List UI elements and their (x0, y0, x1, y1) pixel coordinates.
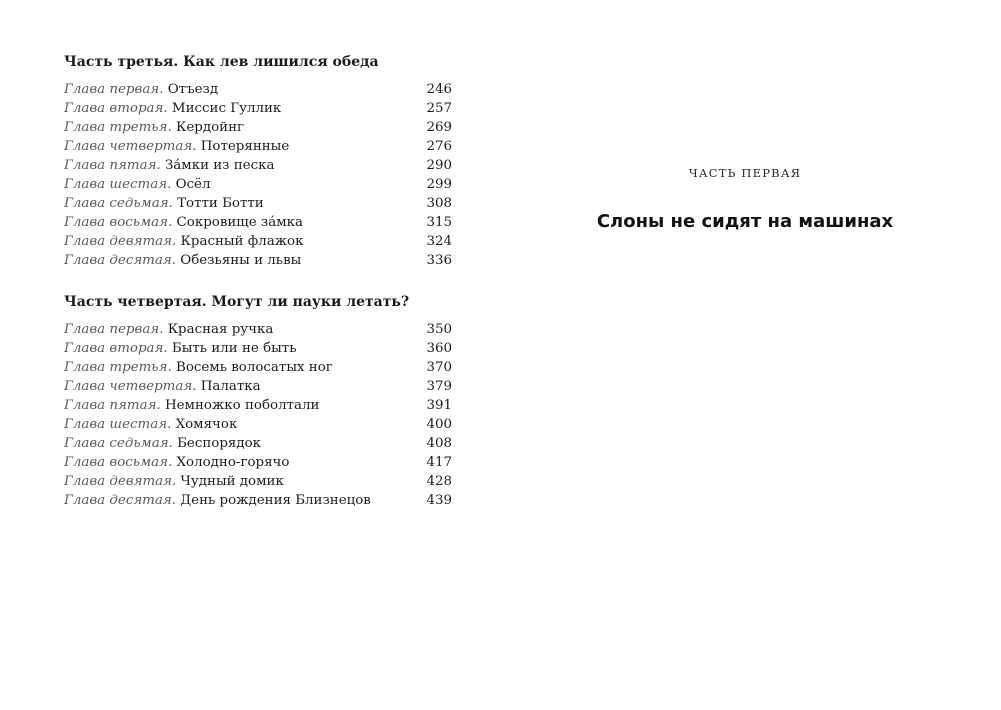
chapter-title: Сокровище за́мка (172, 215, 303, 230)
toc-row (64, 99, 452, 118)
chapter-title: Кердойнг (171, 120, 245, 135)
chapter-label: Глава седьмая. (64, 196, 173, 211)
chapter-page-number: 439 (426, 493, 452, 508)
toc-row (64, 213, 452, 232)
chapter-page-number: 257 (426, 101, 452, 116)
toc-row (64, 453, 452, 472)
chapter-label: Глава девятая. (64, 474, 177, 489)
section-spacer (64, 278, 452, 292)
chapter-label: Глава первая. (64, 322, 164, 337)
toc-row (64, 251, 452, 270)
chapter-title: Обезьяны и львы (176, 253, 302, 268)
chapter-title: Осёл (171, 177, 211, 192)
toc-row (64, 472, 452, 491)
toc-row (64, 194, 452, 213)
toc-row (64, 358, 452, 377)
part-four-heading: Часть четвертая. Могут ли пауки летать? (64, 294, 410, 310)
chapter-title: Хомячок (171, 417, 238, 432)
chapter-page-number: 276 (426, 139, 452, 154)
part-three-heading: Часть третья. Как лев лишился обеда (64, 54, 379, 70)
chapter-page-number: 290 (426, 158, 452, 173)
chapter-page-number: 400 (426, 417, 452, 432)
chapter-page-number: 428 (426, 474, 452, 489)
part-four-chapter-list (64, 320, 452, 510)
chapter-label: Глава восьмая. (64, 215, 173, 230)
chapter-page-number: 324 (426, 234, 452, 249)
part-label: ЧАСТЬ ПЕРВАЯ (688, 166, 802, 180)
chapter-label: Глава восьмая. (64, 455, 173, 470)
chapter-title: Красная ручка (163, 322, 274, 337)
chapter-page-number: 417 (426, 455, 452, 470)
toc-row (64, 415, 452, 434)
chapter-label: Глава пятая. (64, 158, 161, 173)
chapter-page-number: 315 (426, 215, 452, 230)
chapter-page-number: 269 (426, 120, 452, 135)
chapter-label: Глава третья. (64, 360, 172, 375)
toc-row (64, 137, 452, 156)
toc-row (64, 377, 452, 396)
chapter-title: Красный флажок (176, 234, 304, 249)
chapter-title: Палатка (196, 379, 261, 394)
chapter-label: Глава первая. (64, 82, 164, 97)
chapter-label: Глава вторая. (64, 341, 168, 356)
chapter-title: Потерянные (196, 139, 290, 154)
chapter-title: За́мки из песка (160, 158, 275, 173)
toc-row (64, 118, 452, 137)
toc-row (64, 434, 452, 453)
chapter-title: Немножко поболтали (160, 398, 320, 413)
part-title-page (520, 160, 970, 234)
chapter-title: Быть или не быть (167, 341, 297, 356)
toc-row (64, 232, 452, 251)
chapter-page-number: 308 (426, 196, 452, 211)
chapter-title: Миссис Гуллик (167, 101, 282, 116)
chapter-page-number: 408 (426, 436, 452, 451)
chapter-label: Глава вторая. (64, 101, 168, 116)
toc-row (64, 491, 452, 510)
chapter-label: Глава шестая. (64, 177, 172, 192)
chapter-title: Восемь волосатых ног (171, 360, 333, 375)
chapter-page-number: 336 (426, 253, 452, 268)
chapter-title: Холодно-горячо (172, 455, 290, 470)
chapter-label: Глава десятая. (64, 493, 176, 508)
chapter-label: Глава десятая. (64, 253, 176, 268)
part-three-chapter-list (64, 80, 452, 270)
toc-row (64, 396, 452, 415)
chapter-label: Глава седьмая. (64, 436, 173, 451)
chapter-page-number: 299 (426, 177, 452, 192)
chapter-title: Беспорядок (172, 436, 262, 451)
chapter-title: День рождения Близнецов (176, 493, 371, 508)
chapter-title: Отъезд (163, 82, 219, 97)
chapter-label: Глава пятая. (64, 398, 161, 413)
chapter-label: Глава третья. (64, 120, 172, 135)
chapter-label: Глава шестая. (64, 417, 172, 432)
chapter-title: Тотти Ботти (172, 196, 264, 211)
chapter-page-number: 370 (426, 360, 452, 375)
chapter-label: Глава четвертая. (64, 379, 197, 394)
toc-row (64, 156, 452, 175)
chapter-title: Чудный домик (176, 474, 284, 489)
chapter-page-number: 360 (426, 341, 452, 356)
toc-row (64, 80, 452, 99)
chapter-label: Глава четвертая. (64, 139, 197, 154)
chapter-page-number: 246 (426, 82, 452, 97)
chapter-page-number: 350 (426, 322, 452, 337)
chapter-label: Глава девятая. (64, 234, 177, 249)
toc-row (64, 339, 452, 358)
part-title: Слоны не сидят на машинах (596, 211, 894, 232)
chapter-page-number: 379 (426, 379, 452, 394)
table-of-contents (64, 52, 452, 518)
toc-row (64, 175, 452, 194)
toc-row (64, 320, 452, 339)
chapter-page-number: 391 (426, 398, 452, 413)
